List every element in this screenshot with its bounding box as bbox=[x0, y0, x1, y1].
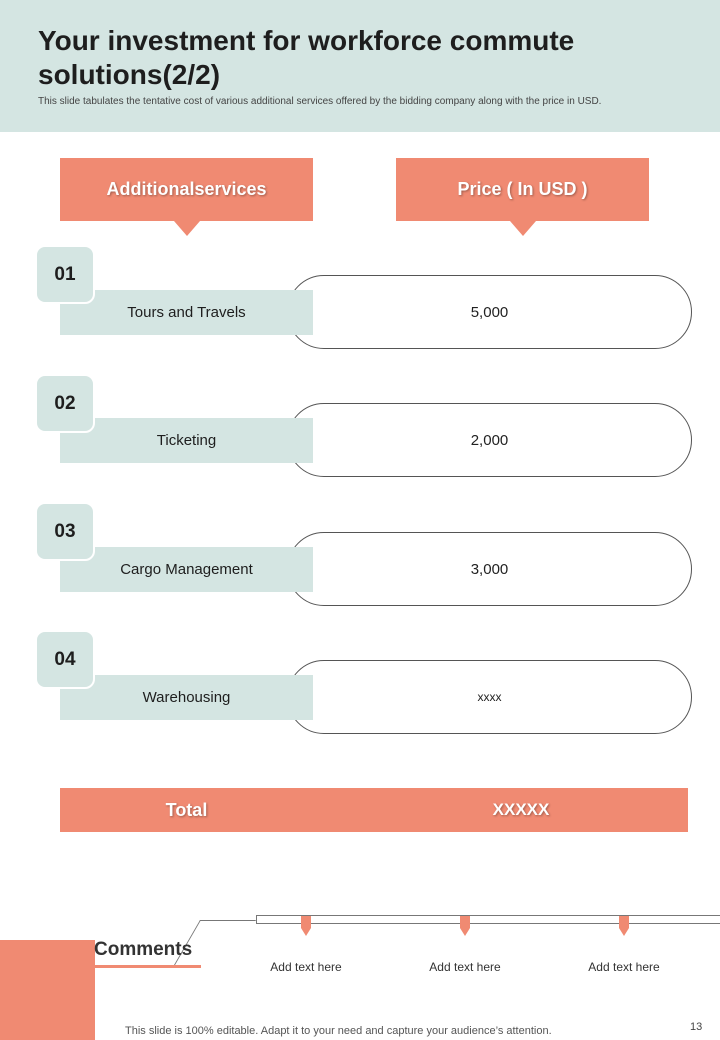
column-header-services: Additionalservices bbox=[60, 158, 313, 221]
price-pill: 2,000 bbox=[287, 403, 692, 477]
page-number: 13 bbox=[690, 1021, 703, 1033]
timeline-marker bbox=[460, 916, 470, 928]
footer-note: This slide is 100% editable. Adapt it to your need and capture your audience’s attention. bbox=[125, 1025, 552, 1037]
total-value: XXXXX bbox=[492, 800, 550, 819]
column-header-price: Price ( In USD ) bbox=[396, 158, 649, 221]
page-subtitle: This slide tabulates the tentative cost of various additional services offered by the bidding company along with the price in USD. bbox=[38, 96, 602, 107]
service-label: Warehousing bbox=[60, 675, 313, 720]
page-title: Your investment for workforce commute solutions(2/2) bbox=[38, 25, 575, 90]
row-number-badge: 04 bbox=[35, 630, 95, 689]
row-number-badge: 01 bbox=[35, 245, 95, 304]
price-pill: 3,000 bbox=[287, 532, 692, 606]
row-number-badge: 03 bbox=[35, 502, 95, 561]
row-number-badge: 02 bbox=[35, 374, 95, 433]
comments-heading: Comments bbox=[94, 939, 193, 960]
total-bar bbox=[60, 788, 688, 832]
comments-timeline bbox=[256, 915, 720, 924]
comments-underline bbox=[94, 965, 201, 968]
service-label: Cargo Management bbox=[60, 547, 313, 592]
price-pill: xxxx bbox=[287, 660, 692, 734]
total-label: Total bbox=[165, 799, 208, 820]
comment-note: Add text here bbox=[270, 960, 342, 974]
comment-note: Add text here bbox=[588, 960, 660, 974]
price-pill: 5,000 bbox=[287, 275, 692, 349]
service-label: Tours and Travels bbox=[60, 290, 313, 335]
timeline-marker bbox=[619, 916, 629, 928]
corner-accent-block bbox=[0, 940, 95, 1040]
service-label: Ticketing bbox=[60, 418, 313, 463]
timeline-marker bbox=[301, 916, 311, 928]
comment-note: Add text here bbox=[429, 960, 501, 974]
